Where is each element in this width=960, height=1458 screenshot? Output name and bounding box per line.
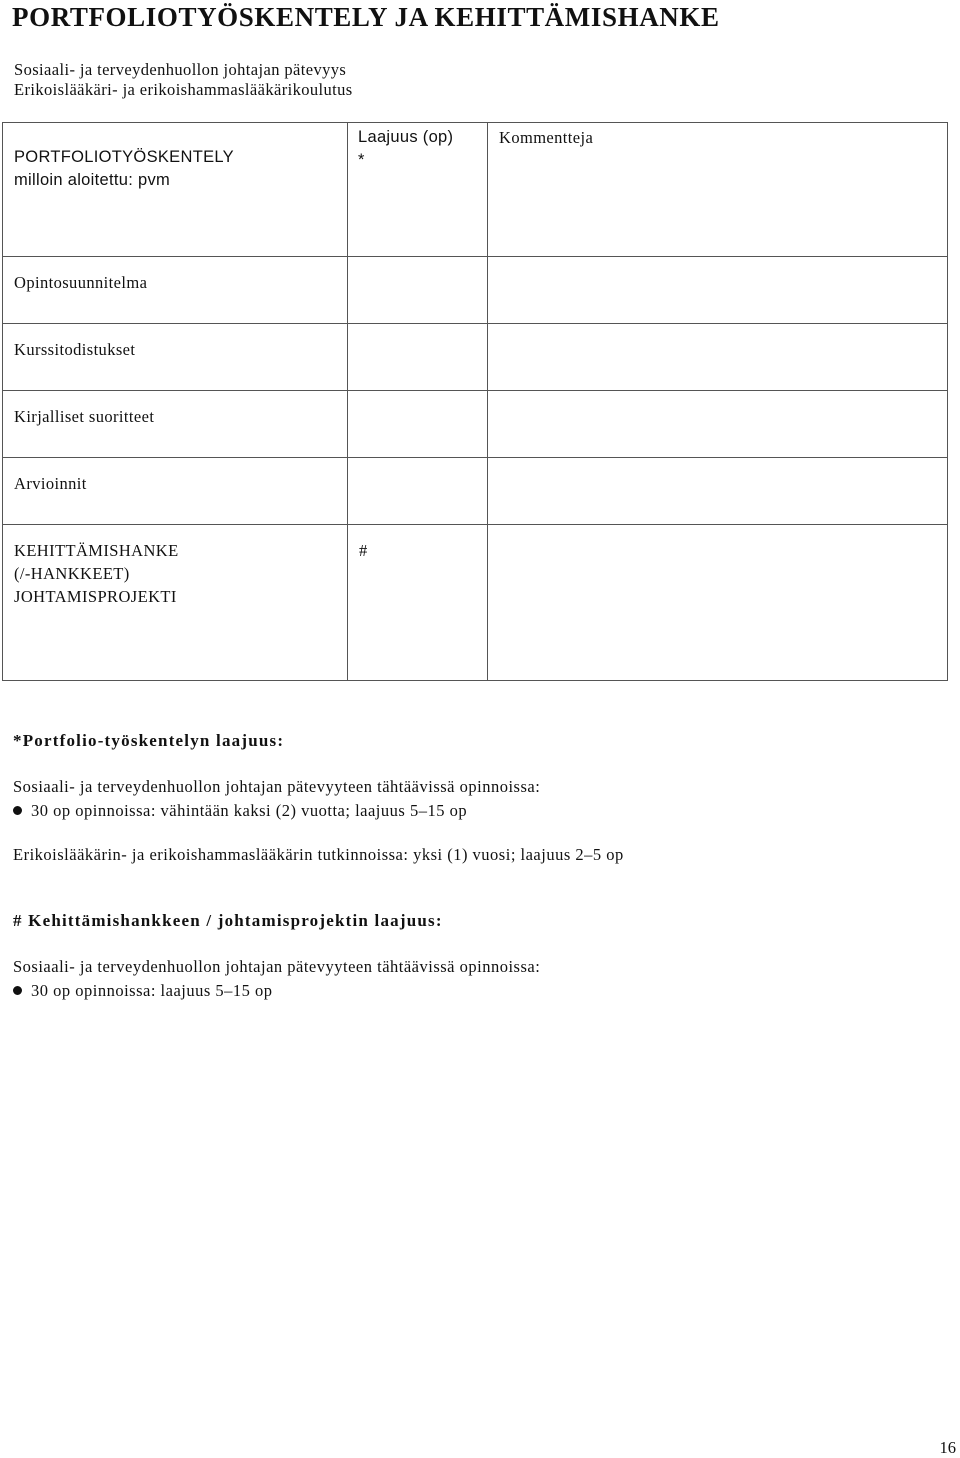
header-portfolio-label: PORTFOLIOTYÖSKENTELY (14, 148, 234, 166)
header-started-date-label: milloin aloitettu: pvm (14, 171, 171, 189)
subtitle-line-2: Erikoislääkäri- ja erikoishammaslääkärikoulutus (14, 80, 353, 99)
comment-input-cell[interactable] (488, 458, 948, 525)
scope-input-cell[interactable] (348, 458, 488, 525)
page-number: 16 (939, 1438, 956, 1457)
project-scope-bullet (13, 981, 273, 1001)
portfolio-bullet-text: 30 op opinnoissa: vähintään kaksi (2) vuotta; laajuus 5–15 op (31, 801, 468, 820)
portfolio-scope-intro: Sosiaali- ja terveydenhuollon johtajan pätevyyteen tähtäävissä opinnoissa: (13, 777, 541, 796)
subtitle-line-1: Sosiaali- ja terveydenhuollon johtajan pätevyys (14, 60, 347, 79)
header-scope-label: Laajuus (op) (358, 128, 454, 146)
header-portfolio-cell (3, 123, 348, 257)
project-bullet-text: 30 op opinnoissa: laajuus 5–15 op (31, 981, 273, 1000)
project-scope-marker: # (359, 541, 368, 560)
project-scope-heading: # Kehittämishankkeen / johtamisprojektin laajuus: (13, 911, 443, 930)
row-label-arvioinnit: Arvioinnit (14, 474, 87, 493)
table-row (3, 324, 948, 391)
row-label-opintosuunnitelma: Opintosuunnitelma (14, 273, 148, 292)
portfolio-scope-heading: *Portfolio-työskentelyn laajuus: (13, 731, 285, 750)
table-row (3, 458, 948, 525)
table-row (3, 525, 948, 681)
comment-input-cell[interactable] (488, 391, 948, 458)
table-row (3, 391, 948, 458)
scope-input-cell[interactable] (348, 391, 488, 458)
row-label-kirjalliset-suoritteet: Kirjalliset suoritteet (14, 407, 155, 426)
portfolio-scope-bullet (13, 801, 467, 821)
scope-input-cell[interactable] (348, 257, 488, 324)
row-label-kehittamishanke: KEHITTÄMISHANKE (14, 541, 179, 560)
bullet-icon (13, 986, 22, 995)
row-label-hankkeet: (/-HANKKEET) (14, 564, 130, 583)
header-scope-cell (348, 123, 488, 257)
bullet-icon (13, 806, 22, 815)
header-scope-marker: * (358, 151, 365, 169)
header-comments-label: Kommentteja (499, 128, 594, 147)
comment-input-cell[interactable] (488, 257, 948, 324)
scope-input-cell[interactable] (348, 324, 488, 391)
scope-input-cell[interactable] (348, 525, 488, 681)
comment-input-cell[interactable] (488, 525, 948, 681)
header-comments-cell (488, 123, 948, 257)
project-scope-intro: Sosiaali- ja terveydenhuollon johtajan pätevyyteen tähtäävissä opinnoissa: (13, 957, 541, 976)
row-label-johtamisprojekti: JOHTAMISPROJEKTI (14, 587, 177, 606)
comment-input-cell[interactable] (488, 324, 948, 391)
table-row (3, 257, 948, 324)
page-title: PORTFOLIOTYÖSKENTELY JA KEHITTÄMISHANKE (12, 2, 720, 32)
row-label-kurssitodistukset: Kurssitodistukset (14, 340, 136, 359)
portfolio-specialist-text: Erikoislääkärin- ja erikoishammaslääkärin tutkinnoissa: yksi (1) vuosi; laajuus 2–5 op (13, 845, 624, 864)
portfolio-table (2, 122, 948, 681)
table-header-row (3, 123, 948, 257)
